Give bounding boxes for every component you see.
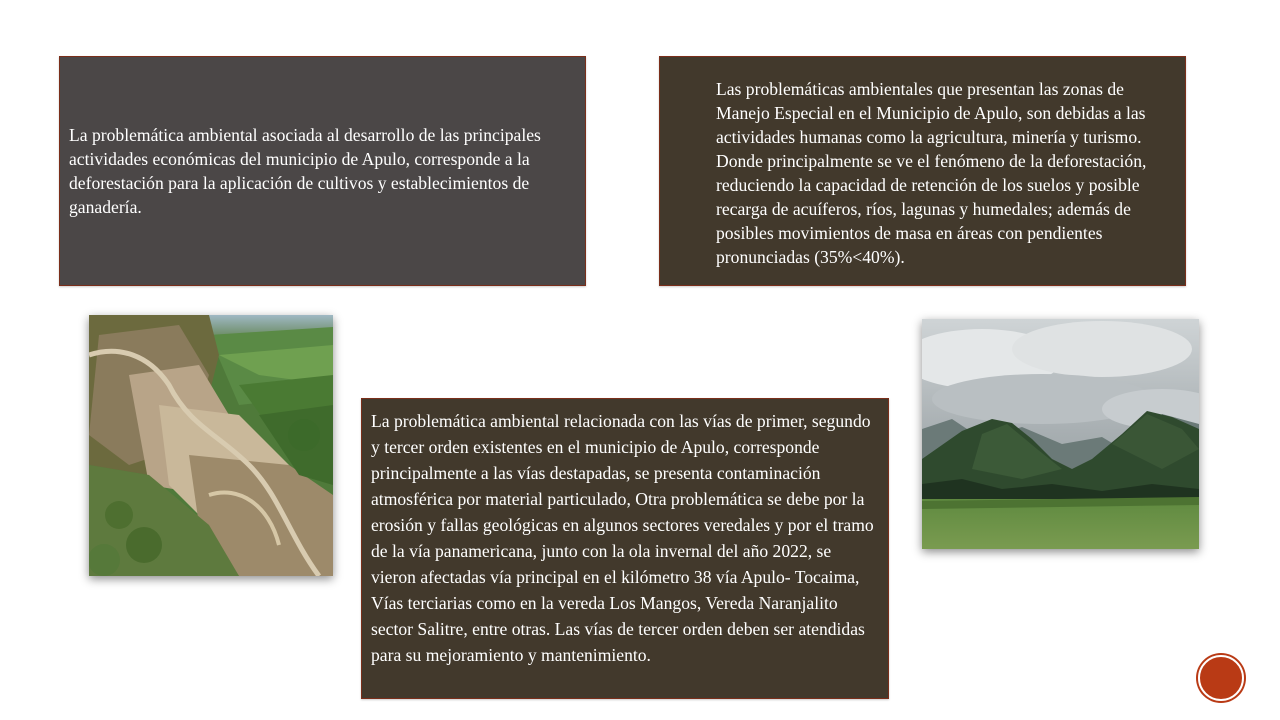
text-box-special-zones — [659, 56, 1186, 286]
special-zones-text: Las problemáticas ambientales que presentan las zonas de Manejo Especial en el Municipio de Apulo, son debidas a las actividades humanas como la agricultura, minería y turismo. Donde principalmente se ve el fenómeno de la deforestación, reduciendo la capacidad de retención de los suelos y posible recarga de acuíferos, ríos, lagunas y humedales; además de posibles movimientos de masa en áreas con pendientes pronunciadas (35%<40%). — [716, 79, 1147, 267]
economic-activities-text: La problemática ambiental asociada al desarrollo de las principales actividades económicas del municipio de Apulo, corresponde a la deforestación para la aplicación de cultivos y establecimientos de ganadería. — [69, 125, 541, 217]
roads-text: La problemática ambiental relacionada con las vías de primer, segundo y tercer orden existentes en el municipio de Apulo, corresponde principalmente a las vías destapadas, se presenta contaminación atmosférica por material particulado, Otra problemática se debe por la erosión y fallas geológicas en algunos sectores veredales y por el tramo de la vía panamericana, junto con la ola invernal del año 2022, se vieron afectadas vía principal en el kilómetro 38 vía Apulo- Tocaima, Vías terciarias como en la vereda Los Mangos, Vereda Naranjalito sector Salitre, entre otras. Las vías de tercer orden deben ser atendidas para su mejoramiento y mantenimiento. — [371, 411, 874, 665]
text-box-roads — [361, 398, 889, 699]
text-box-economic-activities — [59, 56, 586, 286]
cloudy-mountains-photo — [922, 319, 1199, 549]
quarry-hillside-photo — [89, 315, 333, 576]
slide-nav-button[interactable] — [1198, 655, 1244, 701]
